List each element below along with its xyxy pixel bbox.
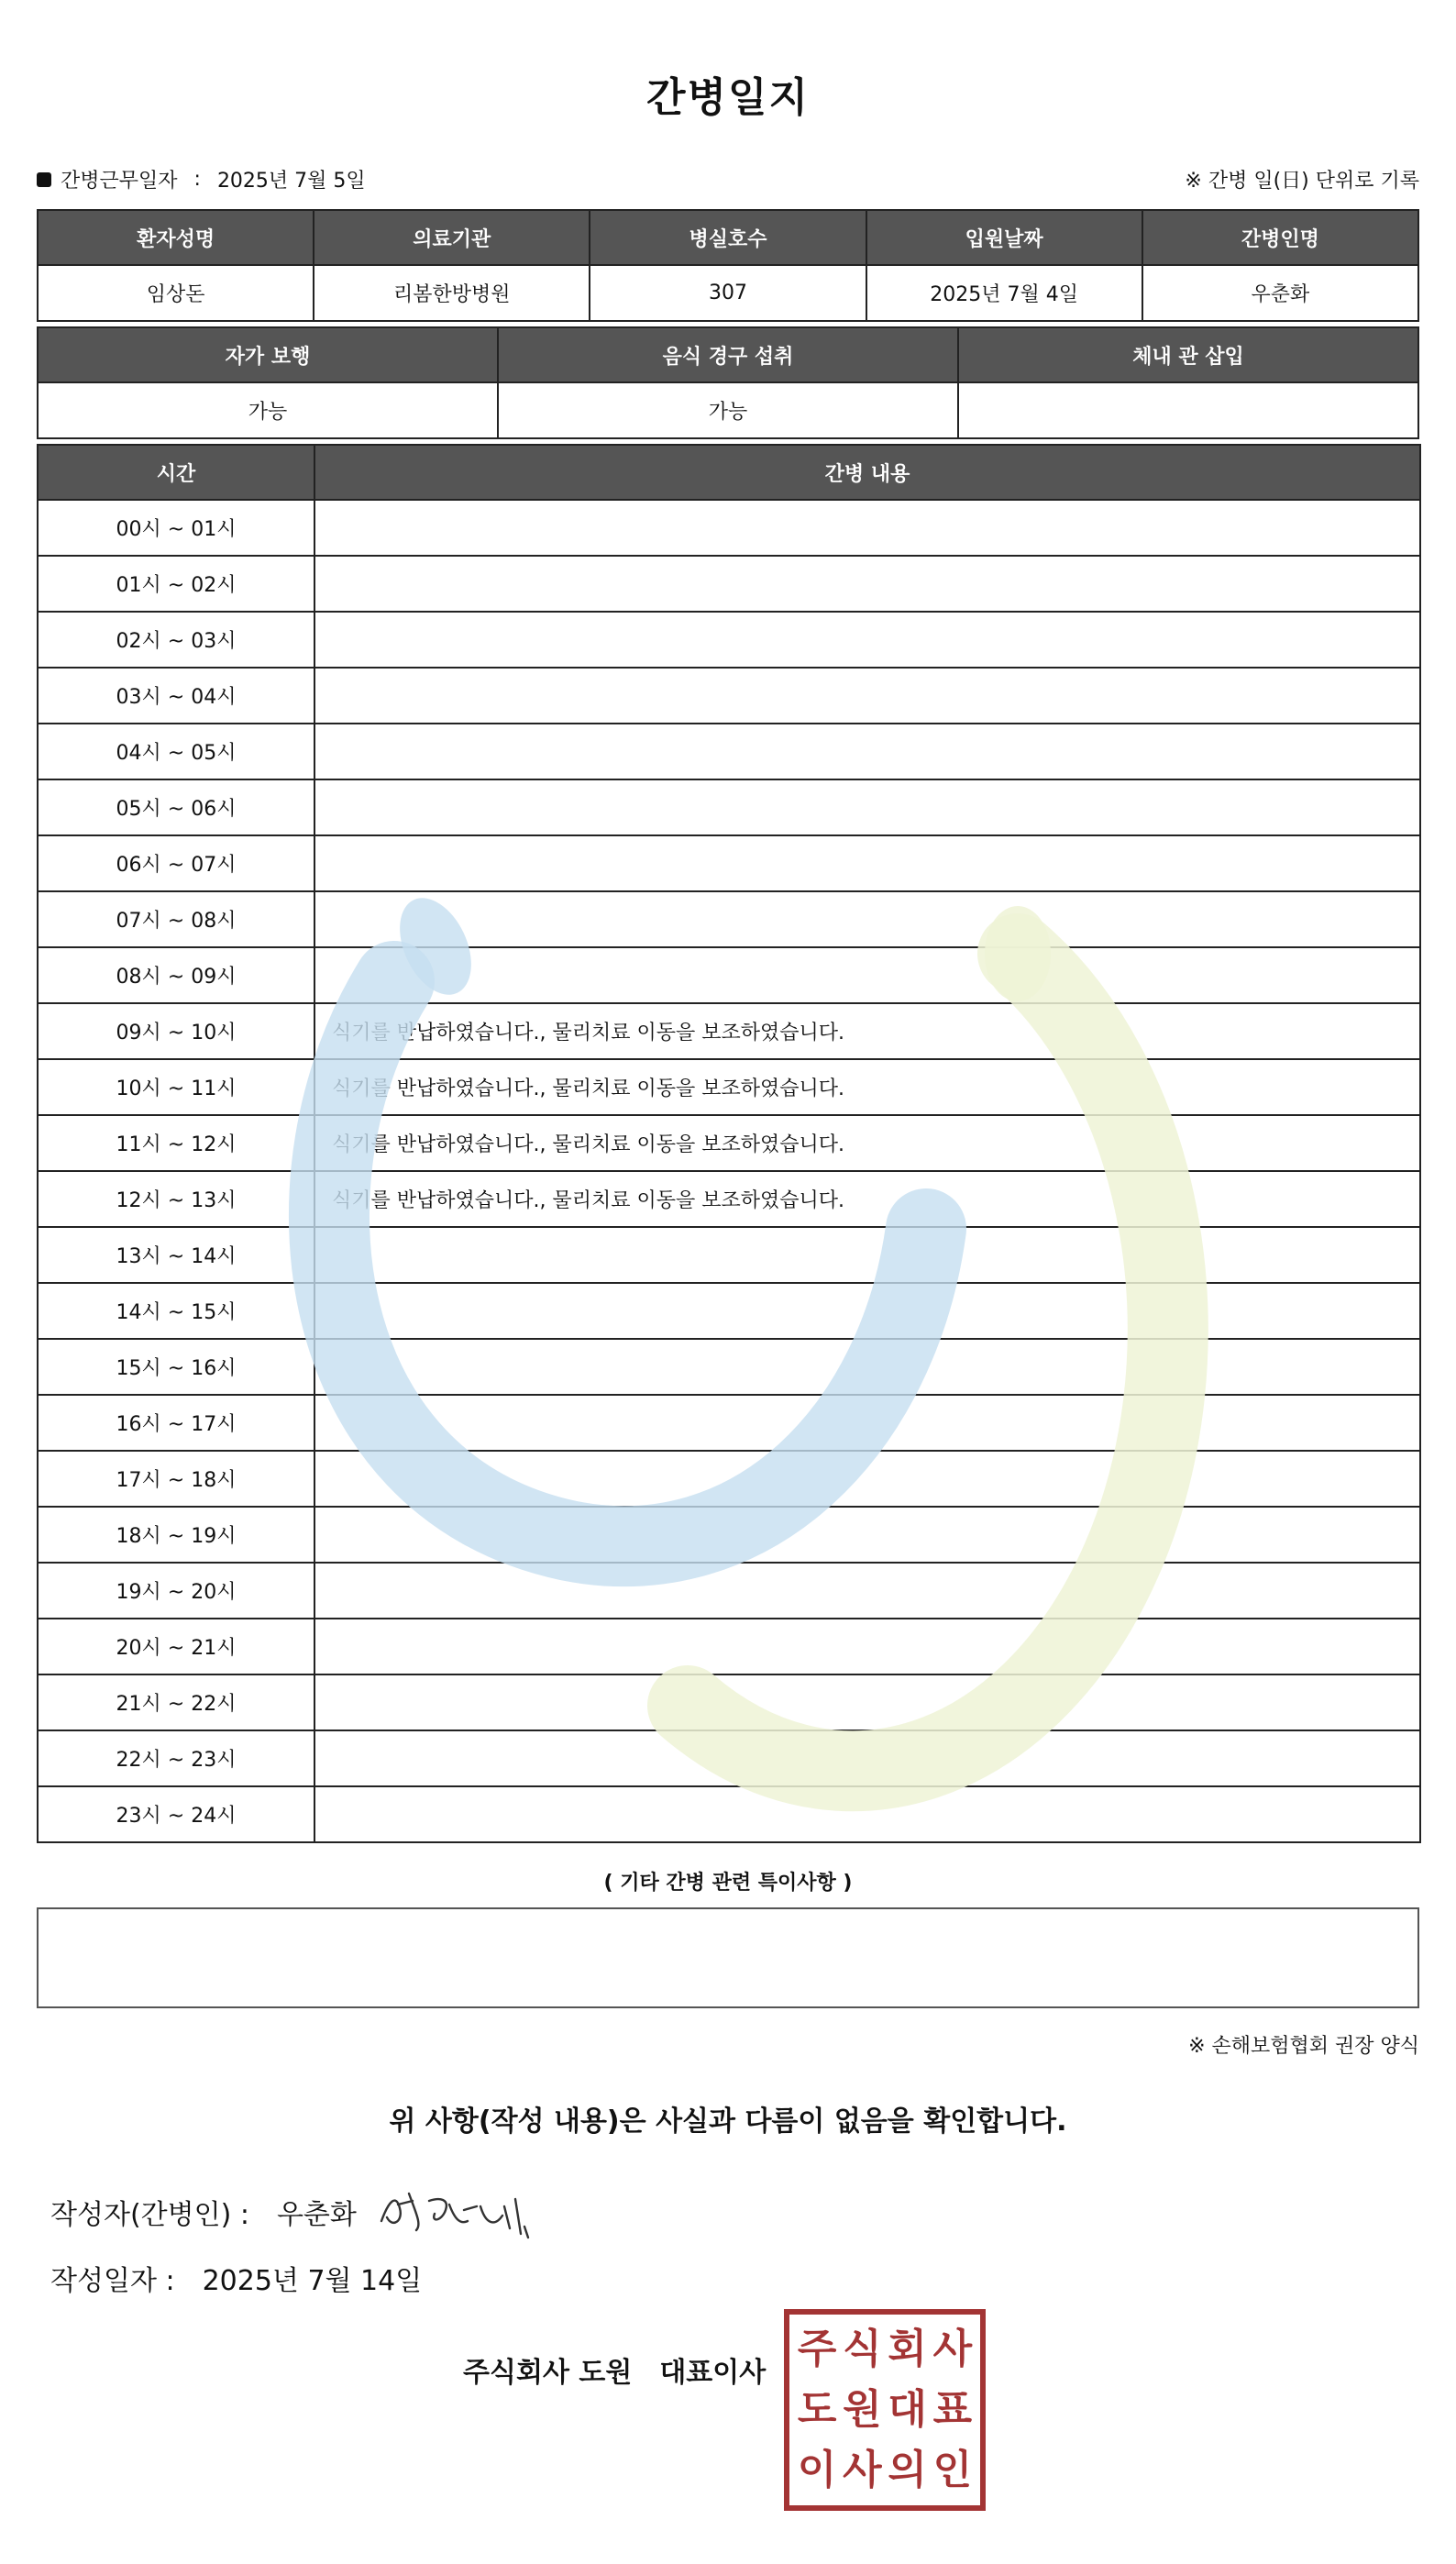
care-content-cell: 식기를 반납하였습니다., 물리치료 이동을 보조하였습니다. bbox=[314, 1115, 1420, 1171]
table-row bbox=[38, 1619, 1420, 1674]
time-cell: 19시 ~ 20시 bbox=[38, 1563, 314, 1619]
confirmation-statement: 위 사항(작성 내용)은 사실과 다름이 없음을 확인합니다. bbox=[389, 2105, 1067, 2138]
table-row bbox=[38, 1451, 1420, 1507]
header-cell: 간병인명 bbox=[1142, 210, 1418, 265]
time-cell: 08시 ~ 09시 bbox=[38, 947, 314, 1003]
table-header-row bbox=[38, 445, 1420, 500]
care-content-cell bbox=[314, 1227, 1420, 1283]
time-cell: 04시 ~ 05시 bbox=[38, 724, 314, 779]
care-content-cell bbox=[314, 612, 1420, 668]
table-row bbox=[38, 1507, 1420, 1563]
unit-note: ※ 간병 일(日) 단위로 기록 bbox=[1185, 170, 1419, 193]
table-row bbox=[38, 835, 1420, 891]
seal-character: 의 bbox=[888, 2446, 927, 2493]
header-cell: 병실호수 bbox=[590, 210, 866, 265]
care-log-table bbox=[37, 444, 1421, 1843]
work-date-separator: : bbox=[193, 168, 201, 191]
seal-character: 이 bbox=[797, 2446, 837, 2493]
hospital-name: 리봄한방병원 bbox=[314, 265, 590, 321]
time-cell: 15시 ~ 16시 bbox=[38, 1339, 314, 1395]
writer-label: 작성자(간병인) : bbox=[50, 2199, 249, 2231]
table-row bbox=[38, 1563, 1420, 1619]
seal-character: 표 bbox=[932, 2385, 973, 2433]
table-header-row bbox=[38, 327, 1418, 382]
care-content-cell bbox=[314, 668, 1420, 724]
company-line bbox=[463, 2349, 766, 2390]
caregiver-name: 우춘화 bbox=[1142, 265, 1418, 321]
time-cell: 13시 ~ 14시 bbox=[38, 1227, 314, 1283]
time-cell: 05시 ~ 06시 bbox=[38, 779, 314, 835]
filled-square-icon bbox=[37, 172, 51, 187]
seal-character: 사 bbox=[843, 2446, 882, 2493]
table-row bbox=[38, 382, 1418, 438]
handwritten-signature bbox=[376, 2173, 536, 2247]
table-row bbox=[38, 265, 1418, 321]
care-content-cell bbox=[314, 500, 1420, 556]
company-name: 주식회사 도원 bbox=[463, 2357, 633, 2389]
table-row bbox=[38, 724, 1420, 779]
table-row bbox=[38, 779, 1420, 835]
care-content-cell bbox=[314, 1619, 1420, 1674]
table-header-row bbox=[38, 210, 1418, 265]
seal-character: 주 bbox=[797, 2326, 837, 2373]
seal-character: 식 bbox=[843, 2326, 882, 2373]
table-row bbox=[38, 556, 1420, 612]
written-date-value: 2025년 7월 14일 bbox=[202, 2265, 423, 2297]
time-cell: 06시 ~ 07시 bbox=[38, 835, 314, 891]
seal-character: 대 bbox=[888, 2385, 927, 2433]
time-cell: 09시 ~ 10시 bbox=[38, 1003, 314, 1059]
oral-intake-value: 가능 bbox=[498, 382, 958, 438]
time-cell: 11시 ~ 12시 bbox=[38, 1115, 314, 1171]
notes-box bbox=[37, 1907, 1419, 2008]
time-cell: 18시 ~ 19시 bbox=[38, 1507, 314, 1563]
seal-character: 원 bbox=[843, 2385, 882, 2433]
patient-name: 임상돈 bbox=[38, 265, 314, 321]
work-date-value: 2025년 7월 5일 bbox=[216, 170, 366, 193]
care-content-cell bbox=[314, 1730, 1420, 1786]
seal-character: 회 bbox=[888, 2326, 927, 2373]
table-row bbox=[38, 668, 1420, 724]
admission-date: 2025년 7월 4일 bbox=[866, 265, 1142, 321]
care-content-cell bbox=[314, 1395, 1420, 1451]
time-cell: 07시 ~ 08시 bbox=[38, 891, 314, 947]
table-row bbox=[38, 1059, 1420, 1115]
care-content-cell: 식기를 반납하였습니다., 물리치료 이동을 보조하였습니다. bbox=[314, 1059, 1420, 1115]
tube-insertion-value bbox=[958, 382, 1418, 438]
table-row bbox=[38, 1395, 1420, 1451]
table-row bbox=[38, 1171, 1420, 1227]
table-row bbox=[38, 947, 1420, 1003]
time-cell: 22시 ~ 23시 bbox=[38, 1730, 314, 1786]
seal-character: 사 bbox=[932, 2326, 973, 2373]
time-cell: 17시 ~ 18시 bbox=[38, 1451, 314, 1507]
header-cell: 체내 관 삽입 bbox=[958, 327, 1418, 382]
patient-ability-table bbox=[37, 326, 1419, 439]
care-content-cell bbox=[314, 1507, 1420, 1563]
table-row bbox=[38, 1674, 1420, 1730]
time-cell: 12시 ~ 13시 bbox=[38, 1171, 314, 1227]
table-row bbox=[38, 1115, 1420, 1171]
content-header: 간병 내용 bbox=[314, 445, 1420, 500]
care-content-cell bbox=[314, 835, 1420, 891]
table-row bbox=[38, 1339, 1420, 1395]
company-seal-stamp bbox=[784, 2309, 986, 2511]
notes-heading: ( 기타 간병 관련 특이사항 ) bbox=[603, 1872, 853, 1895]
time-cell: 01시 ~ 02시 bbox=[38, 556, 314, 612]
time-cell: 00시 ~ 01시 bbox=[38, 500, 314, 556]
table-row bbox=[38, 1283, 1420, 1339]
table-row bbox=[38, 1786, 1420, 1842]
table-row bbox=[38, 1730, 1420, 1786]
written-date-line bbox=[50, 2258, 422, 2298]
patient-info-table bbox=[37, 209, 1419, 322]
time-cell: 23시 ~ 24시 bbox=[38, 1786, 314, 1842]
header-cell: 음식 경구 섭취 bbox=[498, 327, 958, 382]
time-cell: 20시 ~ 21시 bbox=[38, 1619, 314, 1674]
table-row bbox=[38, 500, 1420, 556]
table-row bbox=[38, 1003, 1420, 1059]
care-content-cell bbox=[314, 1451, 1420, 1507]
ceo-title: 대표이사 bbox=[659, 2357, 767, 2389]
care-content-cell bbox=[314, 1563, 1420, 1619]
care-content-cell bbox=[314, 1674, 1420, 1730]
time-cell: 21시 ~ 22시 bbox=[38, 1674, 314, 1730]
page-title: 간병일지 bbox=[645, 74, 810, 121]
care-content-cell: 식기를 반납하였습니다., 물리치료 이동을 보조하였습니다. bbox=[314, 1003, 1420, 1059]
care-content-cell bbox=[314, 1339, 1420, 1395]
care-log-rows bbox=[38, 500, 1420, 1842]
time-cell: 16시 ~ 17시 bbox=[38, 1395, 314, 1451]
work-date-label: 간병근무일자 bbox=[61, 170, 178, 193]
care-content-cell bbox=[314, 779, 1420, 835]
time-cell: 02시 ~ 03시 bbox=[38, 612, 314, 668]
header-cell: 환자성명 bbox=[38, 210, 314, 265]
room-number: 307 bbox=[590, 265, 866, 321]
care-content-cell bbox=[314, 891, 1420, 947]
header-cell: 의료기관 bbox=[314, 210, 590, 265]
work-date-line bbox=[37, 165, 366, 193]
care-content-cell bbox=[314, 1786, 1420, 1842]
time-header: 시간 bbox=[38, 445, 314, 500]
writer-line bbox=[50, 2192, 357, 2232]
care-content-cell bbox=[314, 1283, 1420, 1339]
form-note: ※ 손해보험협회 권장 양식 bbox=[1188, 2035, 1419, 2058]
care-content-cell bbox=[314, 556, 1420, 612]
care-content-cell: 식기를 반납하였습니다., 물리치료 이동을 보조하였습니다. bbox=[314, 1171, 1420, 1227]
writer-name: 우춘화 bbox=[276, 2199, 357, 2231]
time-cell: 10시 ~ 11시 bbox=[38, 1059, 314, 1115]
header-cell: 자가 보행 bbox=[38, 327, 498, 382]
table-row bbox=[38, 1227, 1420, 1283]
self-walking-value: 가능 bbox=[38, 382, 498, 438]
header-cell: 입원날짜 bbox=[866, 210, 1142, 265]
seal-character: 도 bbox=[797, 2385, 837, 2433]
time-cell: 14시 ~ 15시 bbox=[38, 1283, 314, 1339]
care-content-cell bbox=[314, 947, 1420, 1003]
care-content-cell bbox=[314, 724, 1420, 779]
table-row bbox=[38, 612, 1420, 668]
time-cell: 03시 ~ 04시 bbox=[38, 668, 314, 724]
written-date-label: 작성일자 : bbox=[50, 2265, 175, 2297]
seal-character: 인 bbox=[932, 2446, 973, 2493]
table-row bbox=[38, 891, 1420, 947]
